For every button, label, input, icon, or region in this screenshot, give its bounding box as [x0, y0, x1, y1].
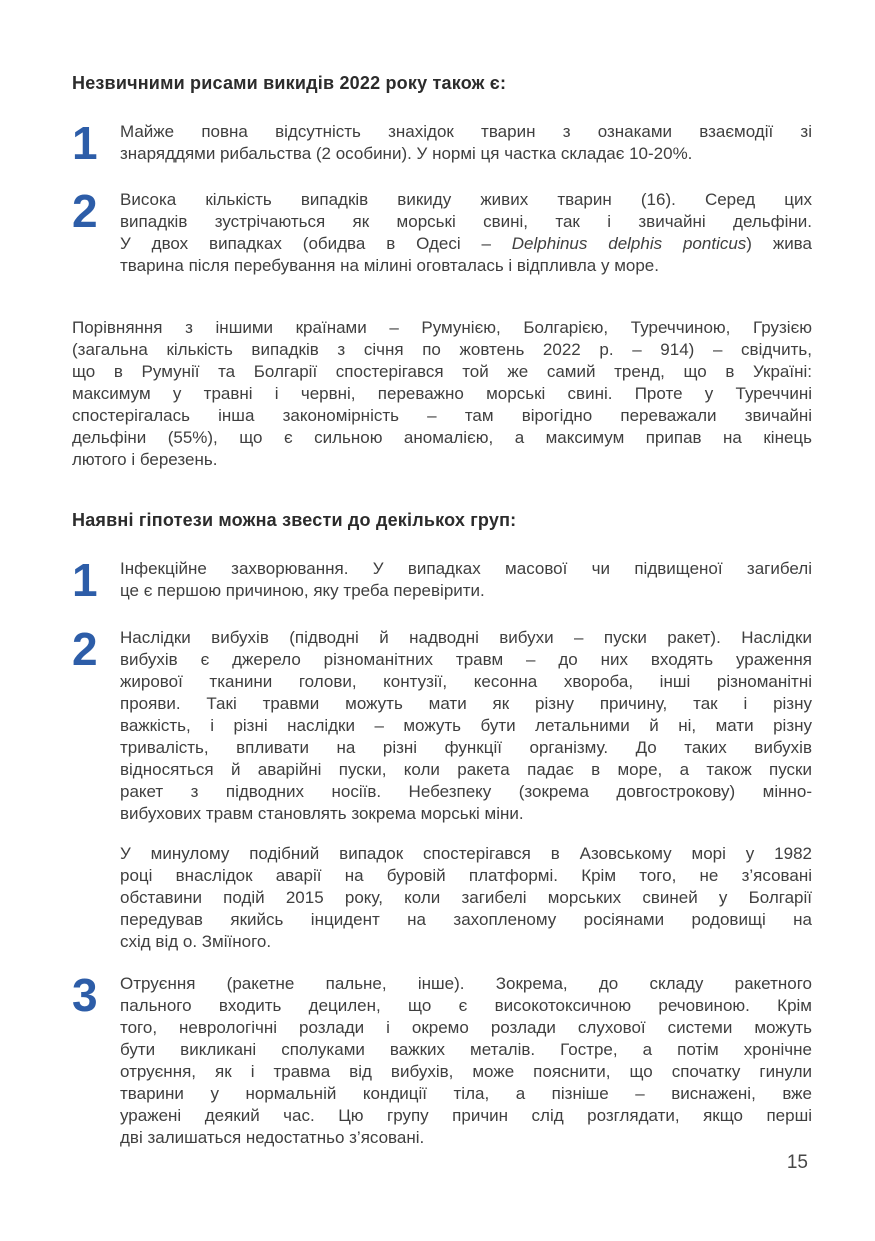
list-item: [72, 185, 812, 277]
item-text: [120, 121, 812, 165]
text-line: Наслідки вибухів (підводні й надводні вибухи – пуски ракет). Наслідки: [120, 628, 812, 647]
text-line: Отруєння (ракетне пальне, інше). Зокрема, до складу ракетного: [120, 974, 812, 993]
section2-heading: Наявні гіпотези можна звести до декількох груп:: [72, 510, 517, 530]
text-line: схід від о. Зміїного.: [120, 932, 272, 951]
list-item: [72, 969, 812, 1149]
text-line: що в Румунії та Болгарії спостерігався той же самий тренд, що в Україні:: [72, 362, 812, 381]
text-line: жирової тканини голови, контузії, кесонна хвороба, інші різноманітні: [120, 672, 812, 691]
text-line: [120, 233, 812, 255]
text-line: важкість, і різні наслідки – можуть бути летальними й ні, мати різну: [120, 716, 812, 735]
text-segment: ) жива: [746, 234, 812, 253]
text-line: Висока кількість випадків викиду живих тварин (16). Серед цих: [120, 190, 812, 209]
item-paragraph: [120, 627, 812, 825]
page-content: [72, 73, 812, 1149]
page-number: 15: [786, 1152, 808, 1173]
text-segment: У двох випадках (обидва в Одесі –: [120, 234, 512, 253]
list-item: [72, 623, 812, 953]
item-number: 1: [72, 117, 98, 169]
text-line: тварина після перебування на мілині оговталась і відпливла у море.: [120, 256, 659, 275]
item-number: 3: [72, 969, 98, 1021]
text-line: вибухових травм становлять зокрема морські міни.: [120, 804, 524, 823]
text-line: того, неврологічні розлади і окремо розлади слухової системи можуть: [120, 1018, 812, 1037]
item-text: [120, 627, 812, 953]
text-line: лютого і березень.: [72, 450, 218, 469]
text-line: дві залишаться недостатньо з’ясовані.: [120, 1128, 425, 1147]
section1-heading: Незвичними рисами викидів 2022 року також є:: [72, 73, 507, 93]
text-line: році внаслідок аварії на буровій платформі. Крім того, не з’ясовані: [120, 866, 812, 885]
list-item: [72, 554, 812, 606]
text-line: Інфекційне захворювання. У випадках масової чи підвищеної загибелі: [120, 559, 812, 578]
text-line: (загальна кількість випадків з січня по жовтень 2022 р. – 914) – свідчить,: [72, 340, 812, 359]
text-line: ракет з підводних носіїв. Небезпеку (зокрема довгострокову) мінно-: [120, 782, 812, 801]
text-line: спостерігалась інша закономірність – там вірогідно переважали звичайні: [72, 406, 812, 425]
text-line: обставини подій 2015 року, коли загибелі морських свиней у Болгарії: [120, 888, 812, 907]
text-line: дельфіни (55%), що є сильною аномалією, а максимум припав на кінець: [72, 428, 812, 447]
item-paragraph: [120, 843, 812, 953]
text-line: отруєння, як і травма від вибухів, може пояснити, що спочатку гинули: [120, 1062, 812, 1081]
text-line: випадків зустрічаються як морські свині, так і звичайні дельфіни.: [120, 212, 812, 231]
text-line: це є першою причиною, яку треба перевірити.: [120, 581, 485, 600]
item-number: 1: [72, 554, 98, 606]
text-line: передував якийсь інцидент на захопленому росіянами родовищі на: [120, 910, 812, 929]
species-name-italic: Delphinus delphis ponticus: [511, 234, 747, 253]
item-number: 2: [72, 185, 98, 237]
item-text: [120, 189, 812, 277]
item-number: 2: [72, 623, 98, 675]
text-line: тривалість, впливати на різні функції організму. До таких вибухів: [120, 738, 812, 757]
text-line: Майже повна відсутність знахідок тварин з ознаками взаємодії зі: [120, 122, 812, 141]
text-line: знаряддями рибальства (2 особини). У нормі ця частка складає 10-20%.: [120, 144, 693, 163]
text-line: максимум у травні і червні, переважно морські свині. Проте у Туреччині: [72, 384, 812, 403]
text-line: тварини у нормальній кондиції тіла, а пізніше – виснажені, вже: [120, 1084, 812, 1103]
text-line: вибухів є джерело різноманітних травм – до них входять ураження: [120, 650, 812, 669]
text-line: бути викликані сполуками важких металів. Гостре, а потім хронічне: [120, 1040, 812, 1059]
text-line: прояви. Такі травми можуть мати як різну причину, так і різну: [120, 694, 812, 713]
item-text: [120, 558, 812, 602]
text-line: відносяться й аварійні пуски, коли ракета падає в море, а також пуски: [120, 760, 812, 779]
comparison-paragraph: [72, 317, 812, 471]
item-text: [120, 973, 812, 1149]
list-item: [72, 117, 812, 169]
text-line: У минулому подібний випадок спостерігався в Азовському морі у 1982: [120, 844, 812, 863]
text-line: пального входить децилен, що є високотоксичною речовиною. Крім: [120, 996, 812, 1015]
text-line: уражені деякий час. Цю групу причин слід розглядати, якщо перші: [120, 1106, 812, 1125]
text-line: Порівняння з іншими країнами – Румунією, Болгарією, Туреччиною, Грузією: [72, 318, 812, 337]
